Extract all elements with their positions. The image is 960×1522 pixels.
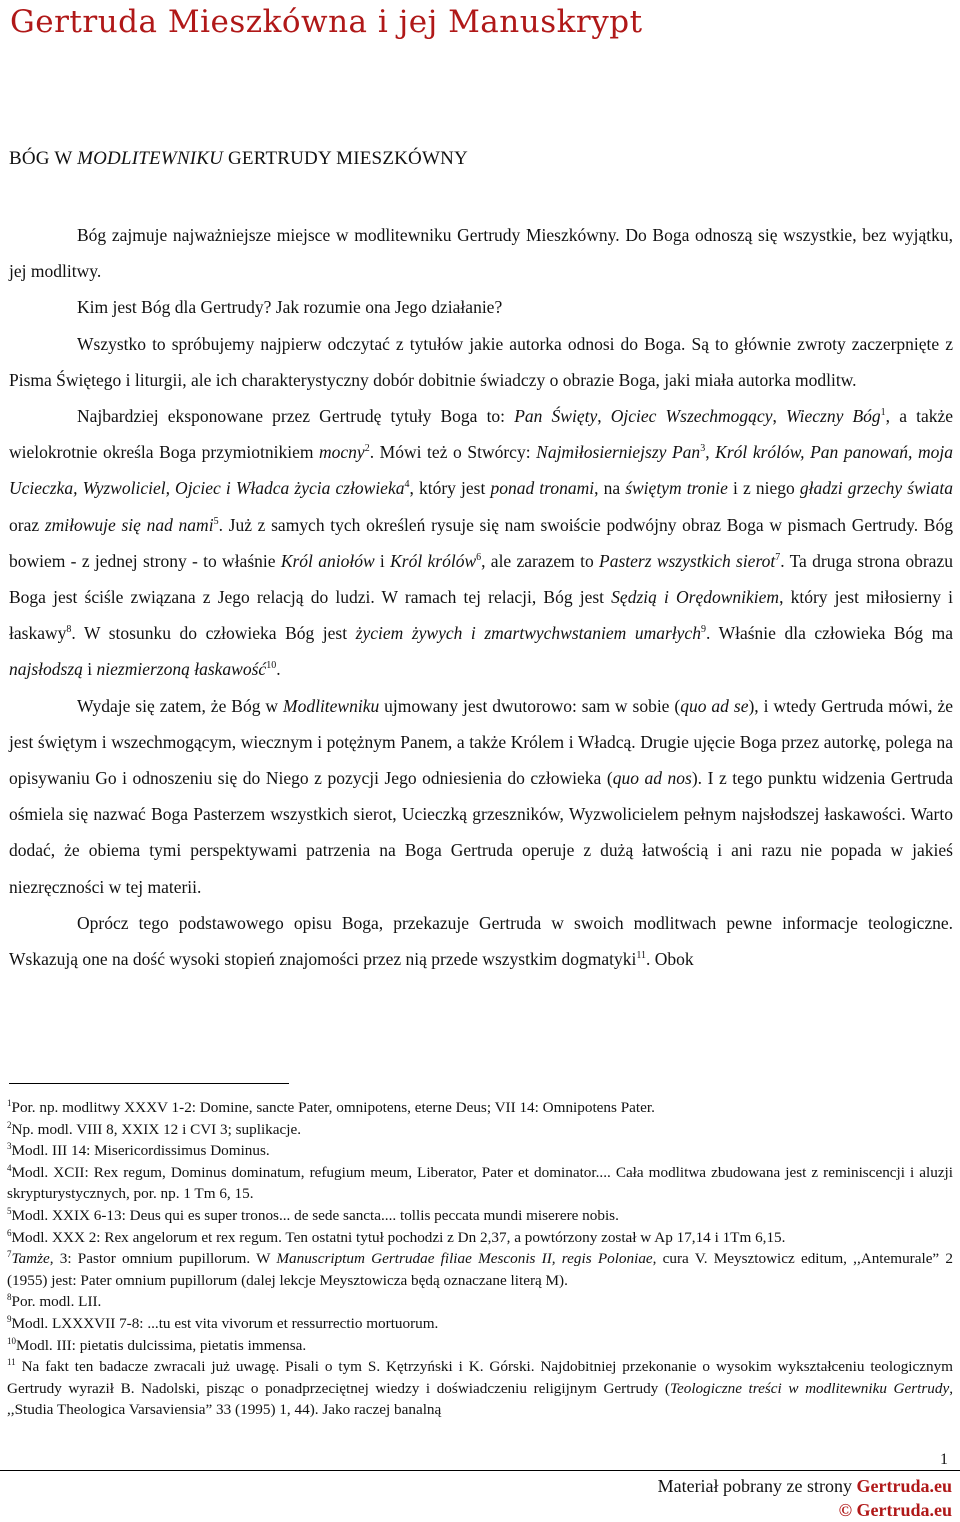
page-footer: [658, 1474, 952, 1522]
footnote-1: [7, 1097, 953, 1119]
footnote-number: 5: [7, 1205, 12, 1216]
text: ,: [705, 442, 716, 463]
text: i: [82, 659, 97, 680]
text: ,: [772, 406, 786, 427]
footnote-text: Modl. LXXXVII 7-8: ...tu est vita vivorum et ressurrectio mortuorum.: [11, 1314, 439, 1332]
italic-term: Pan Święty: [514, 406, 598, 427]
footnote-number: 11: [7, 1357, 16, 1368]
footnote-ref: 5: [213, 515, 219, 527]
text: , na: [594, 478, 626, 499]
footnote-7: [7, 1248, 953, 1291]
footnote-text: Modl. III: pietatis dulcissima, pietatis immensa.: [16, 1336, 307, 1354]
footnote-ref: 8: [66, 624, 72, 636]
footnote-10: [7, 1335, 953, 1357]
section-title: [9, 148, 468, 170]
paragraph-2: Kim jest Bóg dla Gertrudy? Jak rozumie ona Jego działanie?: [77, 297, 503, 318]
paragraph-4: [9, 398, 953, 688]
footnote-text: Modl. XCII: Rex regum, Dominus dominatum, refugium meum, Liberator, Pater et dominator.... Cała modlitwa zbudowana jest z reminiscencji i aluzji skrypturystycznych, por. np. 1 Tm 6, 15.: [7, 1163, 953, 1203]
text: . Mówi też o Stwórcy:: [369, 442, 537, 463]
italic-term: Sędzią i Orędownikiem: [611, 587, 780, 608]
footnote-ref: 4: [404, 479, 410, 491]
italic-term: Manuscriptum Gertrudae filiae Mesconis II, regis Poloniae: [276, 1250, 653, 1268]
italic-term: Król królów: [390, 550, 477, 571]
footnote-3: [7, 1140, 953, 1162]
italic-term: Najmiłosierniejszy Pan: [536, 442, 701, 463]
footer-copyright: © Gertruda.eu: [838, 1500, 952, 1520]
italic-term: quo ad se: [680, 695, 749, 716]
italic-term: Król królów, Pan panowań, moja Ucieczka, Wyzwoliciel, Ojciec i Władca życia człowieka: [9, 442, 953, 499]
text: . Już z samych tych określeń rysuje się nam swoiście podwójny obraz Boga w pismach Gertrudy. Bóg bowiem - z jednej strony - to właśnie: [9, 514, 953, 571]
footnote-text: , cura V. Meysztowicz editum, ,,Antemurale” 2 (1955) jest: Pater omnium pupillorum (dalej lekcje Meysztowicza będą oznaczane literą M).: [7, 1250, 953, 1289]
footnote-number: 2: [7, 1119, 12, 1130]
footnote-text: Np. modl. VIII 8, XXIX 12 i CVI 3; suplikacje.: [11, 1120, 302, 1138]
text: ). I z tego punktu widzenia Gertruda ośmiela się nazwać Boga Pasterzem wszystkich sierot, Ucieczką grzeszników, Wyzwolicielem pełnym najsłodszej łaskawości. Warto dodać, że obiema tymi perspektywami patrzenia na Boga Gertruda operuje z dużą łatwością i ani razu nie popada w jakieś niezręczności w tej materii.: [9, 768, 953, 897]
paragraph-6: [9, 905, 953, 977]
article-body: [9, 217, 953, 977]
text: i z niego: [727, 478, 800, 499]
italic-term: najsłodszą: [9, 659, 83, 680]
footnote-4: [7, 1162, 953, 1205]
italic-term: niezmierzoną łaskawość: [96, 659, 267, 680]
footnotes: [7, 1097, 953, 1421]
text: . Ta druga strona obrazu Boga jest ściśle związana z Jego relacją do ludzi. W ramach tej relacji, Bóg jest: [9, 550, 953, 608]
italic-term: ponad tronami: [490, 478, 595, 499]
footnote-text: Modl. XXX 2: Rex angelorum et rex regum. Ten ostatni tytuł pochodzi z Dn 2,37, a powtórzony został w Ap 17,14 i 1Tm 6,15.: [11, 1228, 786, 1246]
text: , który jest: [409, 478, 491, 499]
paragraph-3: Wszystko to spróbujemy najpierw odczytać z tytułów jakie autorka odnosi do Boga. Są to głównie zwroty zaczerpnięte z Pisma Świętego i liturgii, ale ich charakterystyczny dobór dobitnie świadczy o obrazie Boga, jaki miała autorka modlitw.: [9, 333, 953, 390]
footnote-ref: 10: [266, 660, 277, 672]
italic-term: zmiłowuje się nad nami: [44, 514, 214, 535]
footnote-text: Na fakt ten badacze zwracali już uwagę. Pisali o tym S. Kętrzyński i K. Górski. Najdobitniej przekonanie o wysokim wykształceniu teologicznym Gertrudy wyraził B. Nadolski, pisząc o ponadprzeciętnej wiedzy i doświadczeniu religijnym Gertrudy (: [7, 1358, 953, 1397]
footnote-text: Por. modl. LII.: [11, 1293, 102, 1311]
footnote-2: [7, 1119, 953, 1141]
italic-term: mocny: [319, 442, 365, 463]
footnote-ref: 6: [476, 552, 482, 563]
section-title-part2: GERTRUDY MIESZKÓWNY: [223, 148, 468, 169]
text: . Właśnie dla człowieka Bóg ma: [705, 623, 953, 644]
footer-source-prefix: Materiał pobrany ze strony: [657, 1476, 857, 1496]
footnote-text: , ,,Studia Theologica Varsaviensia” 33 (1995) 1, 44). Jako raczej banalną: [7, 1379, 953, 1419]
footnote-ref: 2: [364, 443, 370, 455]
text: ujmowany jest dwutorowo: sam w sobie (: [379, 695, 681, 716]
footnote-number: 6: [7, 1227, 12, 1238]
text: ,: [597, 406, 611, 427]
italic-term: Król aniołów: [280, 550, 375, 571]
footnote-ref: 11: [636, 950, 647, 962]
text: , ale zarazem to: [481, 550, 600, 571]
italic-term: Pasterz wszystkich sierot: [599, 550, 776, 571]
footnote-number: 8: [7, 1292, 12, 1303]
document-header-title: Gertruda Mieszkówna i jej Manuskrypt: [10, 4, 643, 40]
italic-term: Tamże: [11, 1250, 50, 1268]
text: oraz: [9, 514, 45, 535]
footnote-6: [7, 1227, 953, 1249]
text: i: [374, 550, 391, 571]
footnote-ref: 9: [700, 624, 706, 636]
footnote-5: [7, 1205, 953, 1227]
text: . Obok: [646, 949, 694, 970]
italic-term: Wieczny Bóg: [786, 406, 881, 427]
footnote-text: , 3: Pastor omnium pupillorum. W: [49, 1250, 277, 1268]
footnote-ref: 1: [880, 407, 886, 419]
text: Najbardziej eksponowane przez Gertrudę tytuły Boga to:: [77, 406, 515, 427]
text: .: [276, 659, 281, 680]
footnote-text: Modl. III 14: Misericordissimus Dominus.: [11, 1142, 270, 1160]
footnote-text: Modl. XXIX 6-13: Deus qui es super tronos... de sede sancta.... tollis peccata mundi miserere nobis.: [11, 1206, 619, 1224]
italic-term: Modlitewniku: [283, 695, 380, 716]
footer-separator: [0, 1470, 960, 1471]
text: ), i wtedy Gertruda mówi, że jest świętym i wszechmogącym, wiecznym i potężnym Panem, a także Królem i Władcą. Drugie ujęcie Boga przez autorkę, polega na opisywaniu Go i odnoszeniu się do Niego z pozycji Jego odniesienia do człowieka (: [9, 695, 954, 789]
footnote-number: 3: [7, 1141, 12, 1152]
italic-term: Ojciec Wszechmogący: [610, 406, 773, 427]
text: . W stosunku do człowieka Bóg jest: [71, 623, 356, 644]
footnote-ref: 3: [700, 443, 706, 455]
footnote-number: 10: [7, 1335, 16, 1346]
footnote-11: [7, 1356, 953, 1421]
footer-source-line: [658, 1474, 952, 1498]
text: , a także wielokrotnie określa Boga przymiotnikiem: [9, 406, 954, 463]
footnote-text: Por. np. modlitwy XXXV 1-2: Domine, sancte Pater, omnipotens, eterne Deus; VII 14: Omnipotens Pater.: [11, 1099, 655, 1116]
footnote-8: [7, 1291, 953, 1313]
text: Oprócz tego podstawowego opisu Boga, przekazuje Gertruda w swoich modlitwach pewne informacje teologiczne. Wskazują one na dość wysoki stopień znajomości przez nią przede wszystkim dogmatyki: [9, 912, 953, 970]
italic-term: życiem żywych i zmartwychwstaniem umarłych: [355, 623, 701, 644]
text: , który jest miłosierny i łaskawy: [9, 587, 953, 644]
footnote-9: [7, 1313, 953, 1335]
footnote-number: 1: [7, 1097, 12, 1108]
footer-site-link[interactable]: Gertruda.eu: [856, 1476, 952, 1496]
section-title-part1: BÓG W: [9, 148, 78, 169]
section-title-italic: MODLITEWNIKU: [77, 148, 224, 169]
footnote-ref: 7: [775, 552, 781, 563]
italic-term: świętym tronie: [625, 478, 728, 499]
italic-term: quo ad nos: [612, 768, 692, 789]
page-number: 1: [940, 1451, 948, 1468]
paragraph-1: Bóg zajmuje najważniejsze miejsce w modlitewniku Gertrudy Mieszkówny. Do Boga odnoszą się wszystkie, bez wyjątku, jej modlitwy.: [9, 225, 953, 282]
italic-term: Teologiczne treści w modlitewniku Gertrudy: [669, 1379, 950, 1397]
footnote-number: 9: [7, 1313, 12, 1324]
footnote-separator: [9, 1083, 289, 1084]
footnote-number: 4: [7, 1162, 12, 1173]
footnote-number: 7: [7, 1249, 12, 1260]
italic-term: gładzi grzechy świata: [799, 478, 953, 499]
paragraph-5: [9, 688, 953, 905]
text: Wydaje się zatem, że Bóg w: [77, 695, 283, 716]
